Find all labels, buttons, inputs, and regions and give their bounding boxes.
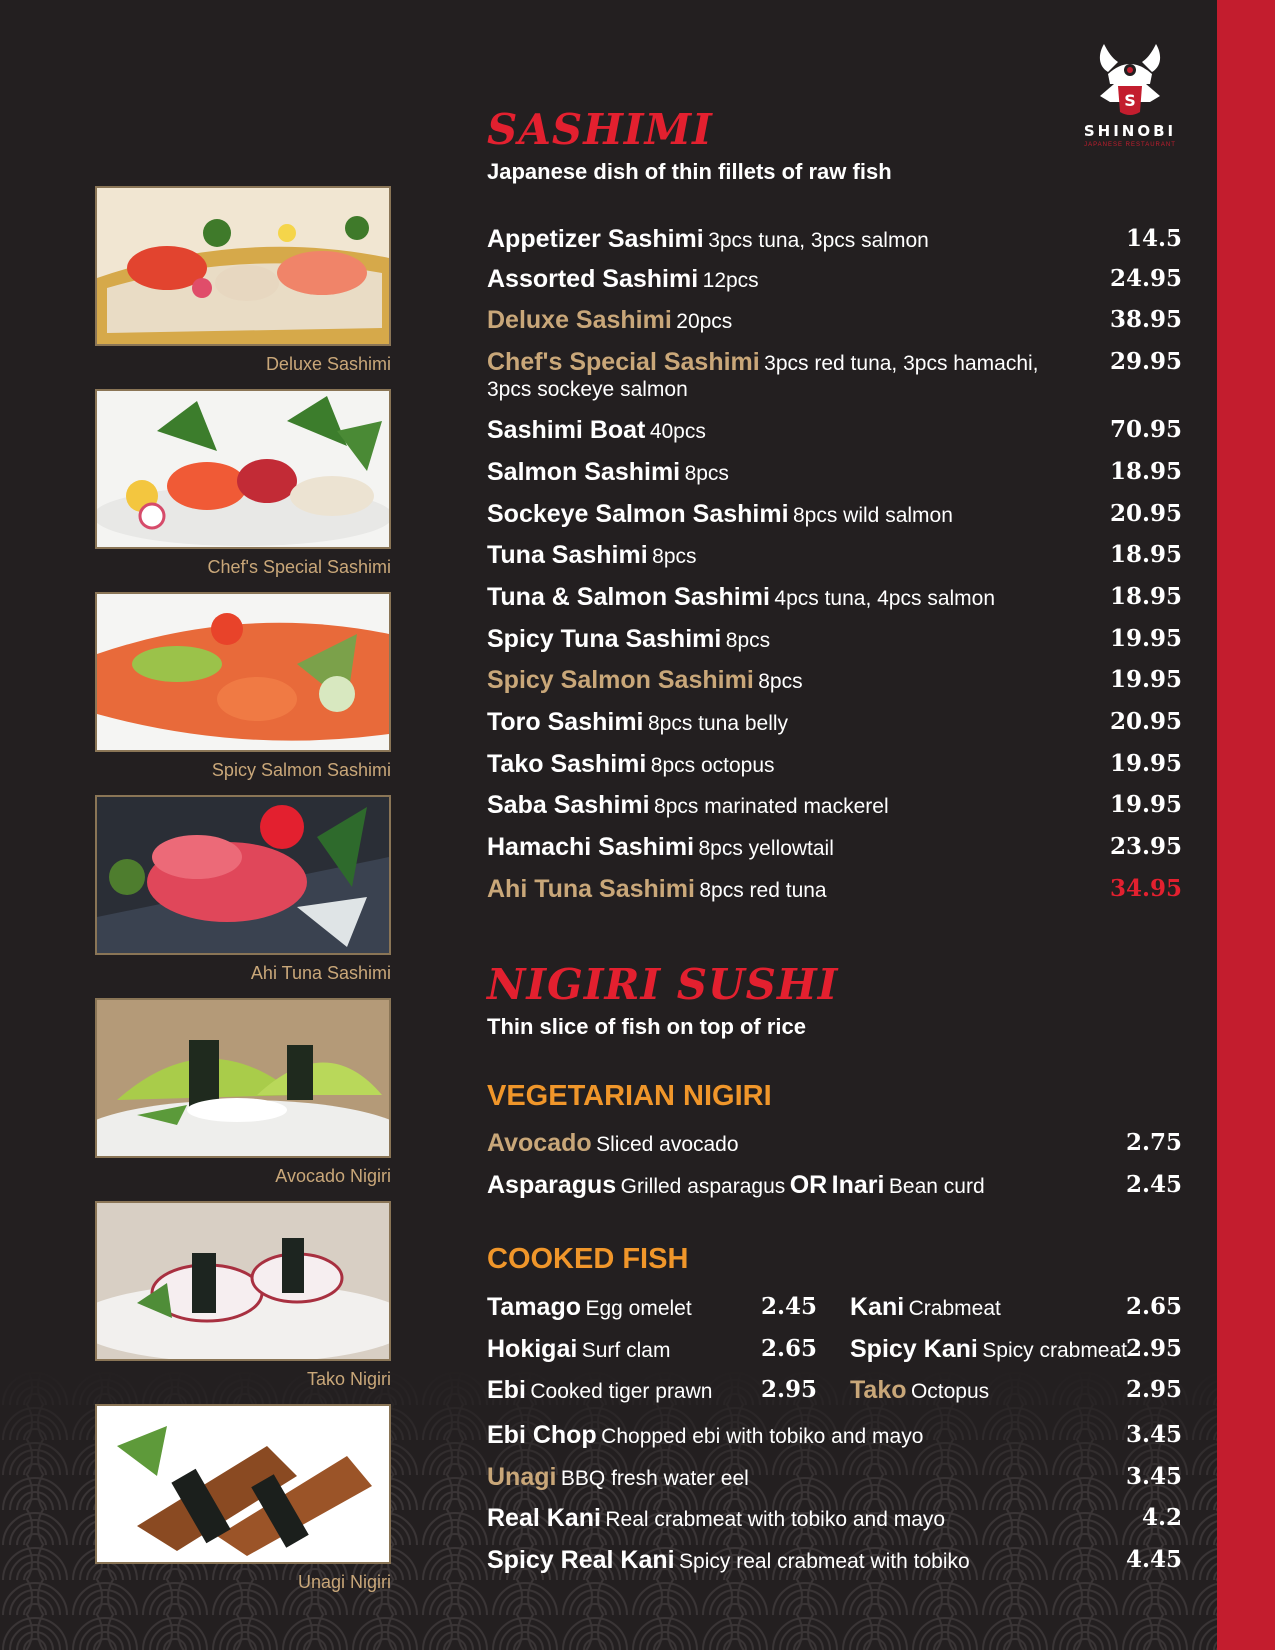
item-desc: Cooked tiger prawn (530, 1380, 713, 1403)
item-price: 23.95 (1109, 833, 1182, 860)
item-price: 2.45 (760, 1293, 817, 1320)
item-name: Appetizer Sashimi (487, 225, 704, 253)
item-name: Ebi Chop (487, 1421, 597, 1449)
vegetarian-nigiri-heading: VEGETARIAN NIGIRI (487, 1080, 772, 1112)
menu-item (487, 875, 1182, 909)
menu-item (487, 1504, 1182, 1538)
item-price: 2.65 (760, 1335, 817, 1362)
item-desc: 8pcs (758, 670, 803, 693)
item-name: Spicy Kani (850, 1335, 978, 1363)
item-name: Deluxe Sashimi (487, 306, 672, 334)
nigiri-title: NIGIRI SUSHI (487, 960, 839, 1009)
item-desc: 20pcs (676, 310, 733, 333)
photo-caption: Unagi Nigiri (297, 1572, 391, 1592)
photo-card (95, 795, 391, 985)
item-name: Real Kani (487, 1504, 601, 1532)
item-name: Kani (850, 1293, 905, 1321)
item-desc-continued: 3pcs sockeye salmon (487, 378, 688, 401)
item-desc: 8pcs wild salmon (792, 504, 953, 527)
menu-item (487, 1463, 1182, 1497)
item-price: 20.95 (1109, 708, 1182, 735)
menu-item (487, 458, 1182, 492)
item-desc: Grilled asparagus (620, 1175, 786, 1198)
item-desc: 12pcs (702, 269, 759, 292)
item-name: Spicy Salmon Sashimi (487, 666, 754, 694)
photo-caption: Avocado Nigiri (275, 1166, 391, 1186)
menu-item (487, 666, 1182, 700)
item-price: 18.95 (1109, 458, 1182, 485)
cooked-fish-heading: COOKED FISH (487, 1243, 689, 1275)
item-name: Tako Sashimi (487, 750, 647, 778)
item-name: Spicy Tuna Sashimi (487, 625, 722, 653)
item-name: Sockeye Salmon Sashimi (487, 500, 789, 528)
item-desc: 40pcs (649, 420, 706, 443)
item-name: Unagi (487, 1463, 557, 1491)
item-price: 24.95 (1109, 265, 1182, 292)
menu-item (487, 750, 1182, 784)
item-price: 3.45 (1125, 1421, 1182, 1448)
item-price: 4.2 (1141, 1504, 1182, 1531)
item-desc: Spicy real crabmeat with tobiko (679, 1550, 970, 1573)
chefs-special-sashimi-photo (95, 389, 391, 549)
ahi-tuna-sashimi-photo (95, 795, 391, 955)
spicy-salmon-sashimi-photo (95, 592, 391, 752)
menu-item (487, 265, 1182, 299)
item-price: 2.95 (1125, 1376, 1182, 1403)
menu-item (487, 708, 1182, 742)
menu-item (487, 583, 1182, 617)
item-desc: 8pcs marinated mackerel (654, 795, 889, 818)
sashimi-title: SASHIMI (487, 105, 713, 154)
menu-item (487, 541, 1182, 575)
photo-caption: Chef's Special Sashimi (207, 557, 391, 577)
photo-card (95, 186, 391, 376)
item-name: Saba Sashimi (487, 791, 650, 819)
item-desc: Surf clam (581, 1339, 671, 1362)
item-price: 19.95 (1109, 791, 1182, 818)
item-desc: 8pcs octopus (650, 754, 775, 777)
item-desc: 3pcs tuna, 3pcs salmon (708, 229, 929, 252)
item-name: Hamachi Sashimi (487, 833, 695, 861)
sashimi-subtitle: Japanese dish of thin fillets of raw fish (487, 159, 892, 184)
item-price: 19.95 (1109, 666, 1182, 693)
photo-card (95, 389, 391, 579)
item-name: Sashimi Boat (487, 416, 646, 444)
unagi-nigiri-photo (95, 1404, 391, 1564)
item-desc: Real crabmeat with tobiko and mayo (605, 1508, 946, 1531)
item-desc: 8pcs red tuna (699, 879, 827, 902)
item-or-separator: OR (789, 1171, 828, 1199)
menu-item (487, 500, 1182, 534)
menu-item (850, 1335, 1182, 1369)
menu-item (487, 1129, 1182, 1163)
item-desc: 8pcs (725, 629, 771, 652)
item-desc: 4pcs tuna, 4pcs salmon (774, 587, 996, 610)
item-desc: 8pcs (684, 462, 729, 485)
item-name: Assorted Sashimi (487, 265, 699, 293)
item-price: 38.95 (1109, 306, 1182, 333)
item-price: 2.65 (1125, 1293, 1182, 1320)
menu-item (487, 416, 1182, 450)
photo-caption: Spicy Salmon Sashimi (211, 760, 391, 780)
item-price: 2.45 (1125, 1171, 1182, 1198)
item-price: 4.45 (1125, 1546, 1182, 1573)
item-price: 2.95 (1125, 1335, 1182, 1362)
red-side-strip (1217, 0, 1275, 1650)
item-desc: BBQ fresh water eel (560, 1467, 749, 1490)
menu-item (487, 1171, 1182, 1205)
item-price: 3.45 (1125, 1463, 1182, 1490)
menu-item (487, 1421, 1182, 1455)
samurai-helmet-icon (1090, 40, 1170, 120)
item-desc: Sliced avocado (596, 1133, 739, 1156)
item-price: 20.95 (1109, 500, 1182, 527)
menu-item (487, 225, 1182, 259)
photo-card (95, 1404, 391, 1594)
svg-text:S: S (1124, 91, 1136, 110)
menu-item (487, 1546, 1182, 1580)
item-price: 19.95 (1109, 750, 1182, 777)
tako-nigiri-photo (95, 1201, 391, 1361)
item-name: Tamago (487, 1293, 581, 1321)
menu-item (850, 1293, 1182, 1327)
item-name: Asparagus (487, 1171, 617, 1199)
item-price: 2.95 (760, 1376, 817, 1403)
item-desc: Egg omelet (585, 1297, 692, 1320)
item-name: Tako (850, 1376, 907, 1404)
item-price: 29.95 (1109, 348, 1182, 375)
item-name: Tuna Sashimi (487, 541, 648, 569)
item-name: Salmon Sashimi (487, 458, 681, 486)
item-name: Spicy Real Kani (487, 1546, 675, 1574)
item-desc: Crabmeat (908, 1297, 1001, 1320)
item-desc: 3pcs red tuna, 3pcs hamachi, (764, 352, 1039, 375)
item-desc: 8pcs (652, 545, 697, 568)
menu-item (487, 833, 1182, 867)
shinobi-logo (1075, 40, 1185, 165)
item-price: 70.95 (1109, 416, 1182, 443)
item-price: 18.95 (1109, 583, 1182, 610)
deluxe-sashimi-photo (95, 186, 391, 346)
menu-item (487, 791, 1182, 825)
menu-item (487, 348, 1182, 404)
logo-tagline: JAPANESE RESTAURANT (1084, 142, 1176, 148)
item-name: Avocado (487, 1129, 592, 1157)
item-desc: Octopus (910, 1380, 990, 1403)
logo-wordmark: SHINOBI (1083, 122, 1177, 140)
item-name: Tuna & Salmon Sashimi (487, 583, 770, 611)
item-name: Hokigai (487, 1335, 578, 1363)
item-desc: 8pcs yellowtail (698, 837, 834, 860)
photo-caption: Tako Nigiri (306, 1369, 391, 1389)
avocado-nigiri-photo (95, 998, 391, 1158)
item-desc: Spicy crabmeat (982, 1339, 1128, 1362)
item-name: Chef's Special Sashimi (487, 348, 760, 376)
item-desc: 8pcs tuna belly (647, 712, 789, 735)
photo-card (95, 998, 391, 1188)
photo-card (95, 592, 391, 782)
item-desc: Chopped ebi with tobiko and mayo (601, 1425, 924, 1448)
item-name: Ebi (487, 1376, 526, 1404)
nigiri-subtitle: Thin slice of fish on top of rice (487, 1014, 807, 1039)
item-name-alt: Inari (831, 1171, 885, 1199)
menu-item (487, 1376, 817, 1410)
menu-item (487, 306, 1182, 340)
item-price: 19.95 (1109, 625, 1182, 652)
item-name: Toro Sashimi (487, 708, 644, 736)
menu-item (487, 1293, 817, 1327)
item-desc-alt: Bean curd (888, 1175, 985, 1198)
menu-item (487, 1335, 817, 1369)
item-price: 18.95 (1109, 541, 1182, 568)
photo-caption: Ahi Tuna Sashimi (250, 963, 391, 983)
item-price: 14.5 (1125, 225, 1182, 252)
photo-caption: Deluxe Sashimi (265, 354, 391, 374)
menu-item (487, 625, 1182, 659)
item-name: Ahi Tuna Sashimi (487, 875, 695, 903)
item-price: 34.95 (1109, 875, 1182, 902)
menu-item (850, 1376, 1182, 1410)
item-price: 2.75 (1125, 1129, 1182, 1156)
photo-card (95, 1201, 391, 1391)
